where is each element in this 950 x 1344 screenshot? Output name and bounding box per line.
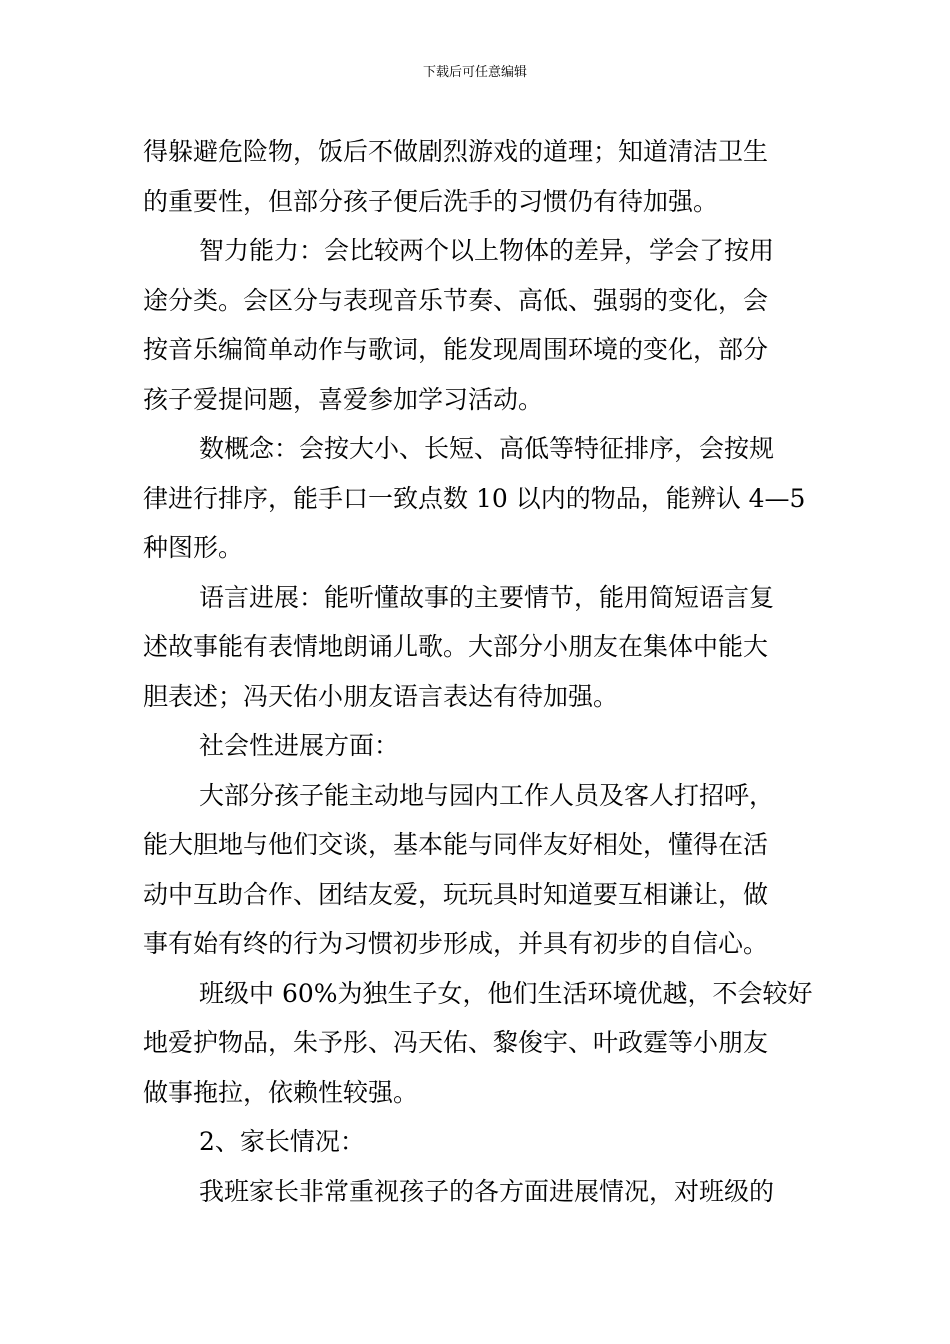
text-line: 智力能力：会比较两个以上物体的差异，学会了按用 <box>199 236 775 265</box>
text-line: 地爱护物品，朱予彤、冯天佑、黎俊宇、叶政霆等小朋友 <box>143 1028 769 1057</box>
text-line: 得躲避危险物，饭后不做剧烈游戏的道理；知道清洁卫生 <box>143 137 769 166</box>
text-line: 数概念：会按大小、长短、高低等特征排序，会按规 <box>199 434 775 463</box>
text-line: 述故事能有表情地朗诵儿歌。大部分小朋友在集体中能大 <box>143 632 769 661</box>
text-line: 律进行排序，能手口一致点数 10 以内的物品，能辨认 4—5 <box>143 483 806 513</box>
page-header: 下载后可任意编辑 <box>422 65 527 80</box>
text-line: 种图形。 <box>143 533 244 562</box>
text-line: 能大胆地与他们交谈，基本能与同伴友好相处，懂得在活 <box>143 830 769 859</box>
text-line: 做事拖拉，依赖性较强。 <box>143 1077 419 1107</box>
text-line: 2、家长情况： <box>199 1127 365 1156</box>
body-text <box>143 127 813 1216</box>
text-line: 孩子爱提问题，喜爱参加学习活动。 <box>143 384 544 414</box>
text-line: 动中互助合作、团结友爱，玩玩具时知道要互相谦让，做 <box>143 879 769 909</box>
text-line: 事有始有终的行为习惯初步形成，并具有初步的自信心。 <box>143 929 769 958</box>
text-line: 按音乐编简单动作与歌词，能发现周围环境的变化，部分 <box>143 335 769 364</box>
text-line: 班级中 60%为独生子女，他们生活环境优越，不会较好 <box>199 978 813 1008</box>
text-line: 语言进展：能听懂故事的主要情节，能用简短语言复 <box>199 582 775 612</box>
text-line: 我班家长非常重视孩子的各方面进展情况，对班级的 <box>199 1176 775 1206</box>
text-line: 胆表述；冯天佑小朋友语言表达有待加强。 <box>143 681 619 711</box>
text-line: 社会性进展方面： <box>199 731 400 760</box>
text-line: 的重要性，但部分孩子便后洗手的习惯仍有待加强。 <box>143 186 719 216</box>
text-line: 大部分孩子能主动地与园内工作人员及客人打招呼， <box>199 780 775 810</box>
text-line: 途分类。会区分与表现音乐节奏、高低、强弱的变化，会 <box>143 285 769 315</box>
